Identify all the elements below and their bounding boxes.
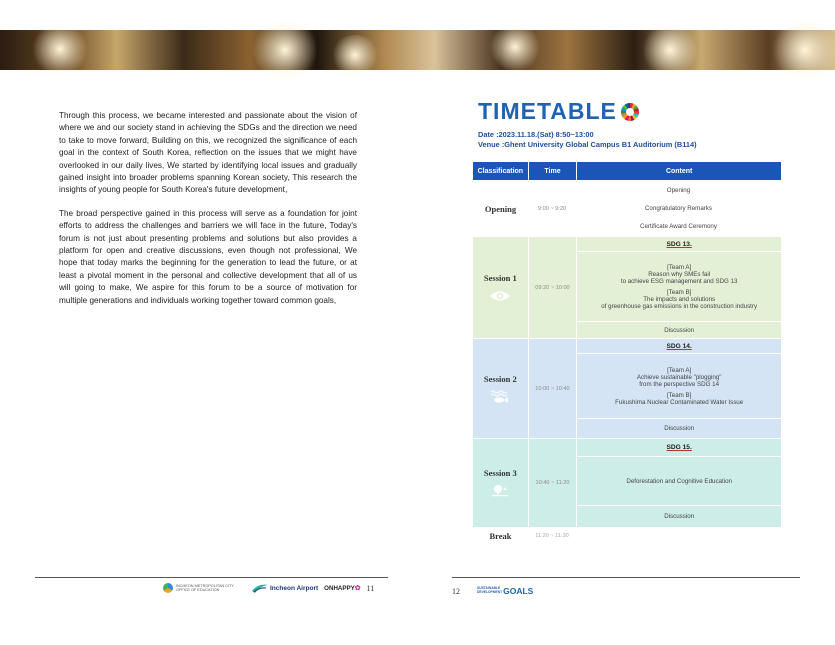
header-time: Time <box>529 162 578 180</box>
opening-label: Opening <box>484 203 517 214</box>
team-a-label: [Team A] <box>667 263 692 271</box>
paragraph-2: The broad perspective gained in this process will serve as a foundation for joint efforts to address the challenges and barriers we will face in the future, Today's forum is not just about presenting problems and solutions but also provides a platform for open and creative discussions, even though not professional, We hope that today marks the beginning for the generation to lead the future, or at least a pivotal moment in the personal and collective development that all of us will going to make, We aspire for this forum to be a source of motivation for multiple generations and individuals working together toward common goals, <box>59 208 357 305</box>
eye-icon <box>489 289 511 303</box>
event-date: Date :2023.11.18.(Sat) 8:50~13:00 <box>478 130 594 139</box>
opening-block <box>473 181 781 236</box>
onhappy-logo <box>324 584 360 592</box>
session-3-discussion: Discussion <box>664 513 695 520</box>
fish-water-icon <box>489 390 511 404</box>
session-3-time: 10:40 ~ 11:20 <box>529 439 578 527</box>
session-3-label: Session 3 <box>483 468 517 478</box>
header-content: Content <box>665 167 693 175</box>
timetable-title: TIMETABLE <box>478 98 617 124</box>
opening-item: Congratulatory Remarks <box>644 204 713 212</box>
session-1-time: 09:20 ~ 10:00 <box>529 237 578 338</box>
flower-icon: ✿ <box>354 585 361 592</box>
left-footer-rule <box>35 577 388 578</box>
airport-swoosh-icon <box>252 583 268 593</box>
team-a-title: Reason why SMEs fail <box>648 270 711 278</box>
session-2-discussion: Discussion <box>664 425 695 432</box>
sdg-goals-text: GOALS <box>503 586 534 596</box>
opening-time: 9:00 ~ 9:20 <box>537 205 567 212</box>
right-footer-rule <box>452 577 800 578</box>
session-2-label-cell <box>473 339 529 438</box>
opening-item: Certificate Award Ceremony <box>640 222 717 230</box>
onhappy-text: ONHAPPY <box>324 585 355 592</box>
session-2-teams <box>577 354 781 419</box>
session-2-content <box>577 339 781 438</box>
break-block <box>473 528 781 544</box>
session-3-content <box>577 439 781 527</box>
table-header <box>473 162 781 180</box>
incheon-airport-logo <box>252 583 318 593</box>
event-venue: Venue :Ghent University Global Campus B1 Auditorium (B114) <box>478 139 697 149</box>
sdg-small-line-2: DEVELOPMENT <box>477 590 503 594</box>
break-label: Break <box>489 531 512 541</box>
team-b-label: [Team B] <box>666 391 692 399</box>
page-number-11: 11 <box>366 583 375 593</box>
timetable-table <box>473 162 781 544</box>
airport-text: Incheon Airport <box>270 584 319 592</box>
break-time: 11:20 ~ 11:30 <box>535 533 569 539</box>
session-3-block <box>473 439 781 527</box>
sdg-logo-small-text <box>477 587 502 594</box>
session-3-label-cell <box>473 439 529 527</box>
tree-land-icon <box>489 484 511 498</box>
header-banner-image <box>0 30 835 70</box>
team-a-title: from the perspective SDG 14 <box>639 380 720 388</box>
session-1-label: Session 1 <box>483 272 517 283</box>
team-a-title: Achieve sustainable "plogging" <box>636 373 722 381</box>
session-2-time: 10:00 ~ 10:40 <box>529 339 578 438</box>
team-b-title: Fukushima Nuclear Contaminated Water Issue <box>615 398 744 406</box>
session-3-topic: Deforestation and Cognitive Education <box>577 457 781 506</box>
team-b-title: of greenhouse gas emissions in the construction industry <box>601 302 758 310</box>
sdg-goals-logo <box>477 586 533 596</box>
timetable-title-row <box>478 98 639 125</box>
education-emblem-icon <box>163 583 173 593</box>
left-footer-logos <box>163 583 374 593</box>
sdg-small-line-1: SUSTAINABLE <box>477 586 501 591</box>
opening-item: Opening <box>666 186 691 194</box>
incheon-education-logo <box>163 583 246 593</box>
team-a-label: [Team A] <box>667 366 692 374</box>
session-2-label: Session 2 <box>483 373 517 384</box>
edu-logo-text: INCHEON METROPOLITAN CITY OFFICE OF EDUCATION <box>176 583 234 592</box>
paragraph-1: Through this process, we became interested and passionate about the vision of where we and our society stand in achieving the SDGs and the direction we need to take to move forward, Building on this, we recognized the significance of each goal in the context of South Korea, reflection on the issues that we might have overlooked in our daily lives, We started by identifying local issues and gradually gained insight into broader problems spanning Korean society, This research the insights of young people for South Korea's future development, <box>59 111 357 195</box>
session-1-teams <box>577 252 781 322</box>
team-b-title: The impacts and solutions <box>643 295 716 303</box>
header-classification: Classification <box>473 162 529 180</box>
intro-text <box>59 110 357 318</box>
session-3-sdg: SDG 15. <box>666 444 692 451</box>
page-number-12: 12 <box>452 587 460 596</box>
session-2-sdg: SDG 14. <box>666 342 692 350</box>
event-meta <box>478 130 697 149</box>
session-1-block <box>473 237 781 338</box>
session-1-sdg: SDG 13. <box>666 240 692 248</box>
session-1-discussion: Discussion <box>664 326 695 334</box>
team-a-title: to achieve ESG management and SDG 13 <box>620 277 738 285</box>
session-1-label-cell <box>473 237 529 338</box>
session-2-block <box>473 339 781 438</box>
session-1-content <box>577 237 781 338</box>
opening-content <box>576 181 781 236</box>
team-b-label: [Team B] <box>666 288 692 296</box>
sdg-wheel-icon <box>621 103 639 121</box>
